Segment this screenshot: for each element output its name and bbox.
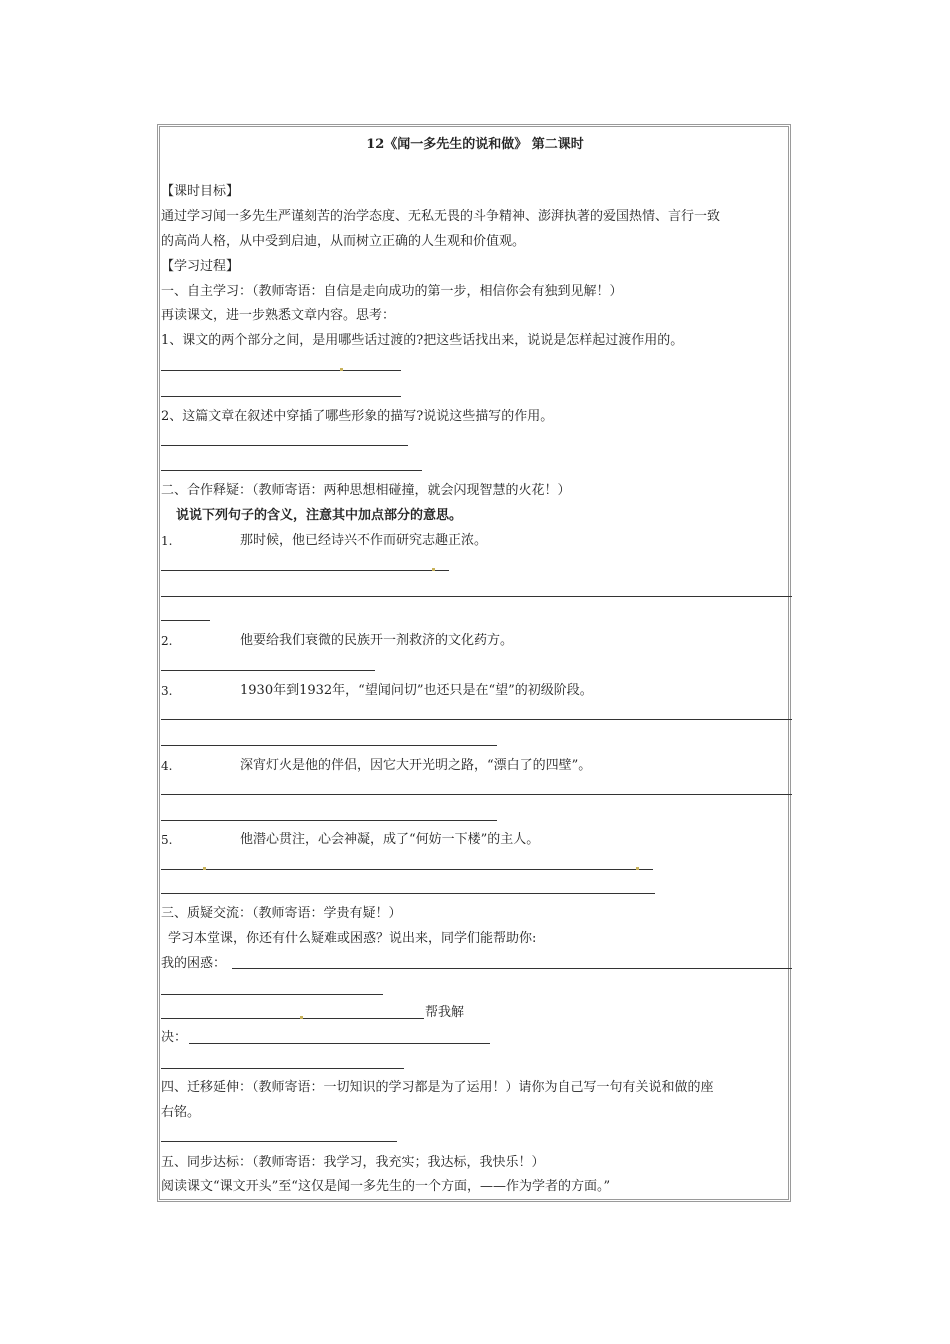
item-number: 1. [161, 534, 173, 548]
solution-line[interactable] [189, 1043, 490, 1044]
answer-line[interactable] [161, 794, 792, 795]
process-heading: 【学习过程】 [161, 259, 240, 274]
part5-heading: 五、同步达标：（教师寄语：我学习，我充实；我达标，我快乐！） [161, 1155, 545, 1170]
part5-text: 阅读课文“课文开头”至“这仅是闻一多先生的一个方面，——作为学者的方面。” [161, 1179, 611, 1194]
item-number: 2. [161, 634, 173, 648]
question-1: 1、课文的两个部分之间，是用哪些话过渡的?把这些话找出来，说说是怎样起过渡作用的。 [161, 333, 684, 348]
part1-heading: 一、自主学习：（教师寄语：自信是走向成功的第一步，相信你会有独到见解！） [161, 284, 623, 299]
answer-line[interactable] [161, 869, 653, 870]
answer-line[interactable] [161, 670, 375, 671]
answer-line[interactable] [161, 1018, 424, 1019]
answer-line[interactable] [161, 893, 655, 894]
answer-line[interactable] [161, 620, 210, 621]
item-sentence: 1930年到1932年，“望闻问切”也还只是在“望”的初级阶段。 [240, 683, 593, 698]
part3-prompt: 学习本堂课，你还有什么疑难或困惑？说出来，同学们能帮助你: [168, 931, 537, 946]
objective-line-1: 通过学习闻一多先生严谨刻苦的治学态度、无私无畏的斗争精神、澎湃执著的爱国热情、言行一致 [161, 209, 721, 224]
item-number: 4. [161, 759, 173, 773]
confusion-line[interactable] [232, 968, 792, 969]
my-confusion-label: 我的困惑： [161, 956, 227, 971]
emphasis-dot [636, 867, 639, 870]
answer-line[interactable] [161, 570, 449, 571]
emphasis-dot [340, 368, 343, 371]
objective-heading: 【课时目标】 [161, 184, 240, 199]
item-sentence: 深宵灯火是他的伴侣，因它大开光明之路，“漂白了的四壁”。 [240, 758, 592, 773]
item-number: 5. [161, 833, 173, 847]
answer-line[interactable] [161, 745, 497, 746]
answer-line[interactable] [161, 1141, 397, 1142]
item-sentence: 他潜心贯注，心会神凝，成了“何妨一下楼”的主人。 [240, 832, 540, 847]
item-sentence: 那时候，他已经诗兴不作而研究志趣正浓。 [240, 533, 488, 548]
answer-line[interactable] [161, 820, 497, 821]
answer-line[interactable] [161, 396, 401, 397]
emphasis-dot [432, 568, 435, 571]
part4-line-1: 四、迁移延伸：（教师寄语：一切知识的学习都是为了运用！）请你为自己写一句有关说和做的座 [161, 1080, 714, 1095]
answer-line[interactable] [161, 1068, 404, 1069]
answer-line[interactable] [161, 445, 408, 446]
help-label-b: 决： [161, 1030, 188, 1045]
emphasis-dot [203, 867, 206, 870]
item-sentence: 他要给我们衰微的民族开一剂救济的文化药方。 [240, 633, 514, 648]
objective-line-2: 的高尚人格，从中受到启迪，从而树立正确的人生观和价值观。 [161, 234, 526, 249]
part2-instruction: 说说下列句子的含义，注意其中加点部分的意思。 [176, 508, 463, 523]
answer-line[interactable] [161, 596, 792, 597]
part2-heading: 二、合作释疑：（教师寄语：两种思想相碰撞，就会闪现智慧的火花！） [161, 483, 571, 498]
answer-line[interactable] [161, 719, 792, 720]
part1-intro: 再读课文，进一步熟悉文章内容。思考： [161, 308, 396, 323]
question-2: 2、这篇文章在叙述中穿插了哪些形象的描写?说说这些描写的作用。 [161, 409, 554, 424]
answer-line[interactable] [161, 470, 422, 471]
answer-line[interactable] [161, 994, 383, 995]
worksheet-title: 12《闻一多先生的说和做》 第二课时 [366, 137, 584, 152]
part3-heading: 三、质疑交流：（教师寄语：学贵有疑！） [161, 906, 402, 921]
item-number: 3. [161, 684, 173, 698]
answer-line[interactable] [161, 370, 401, 371]
emphasis-dot [300, 1016, 303, 1019]
part4-line-2: 右铭。 [161, 1105, 201, 1120]
help-label-a: 帮我解 [425, 1005, 465, 1020]
